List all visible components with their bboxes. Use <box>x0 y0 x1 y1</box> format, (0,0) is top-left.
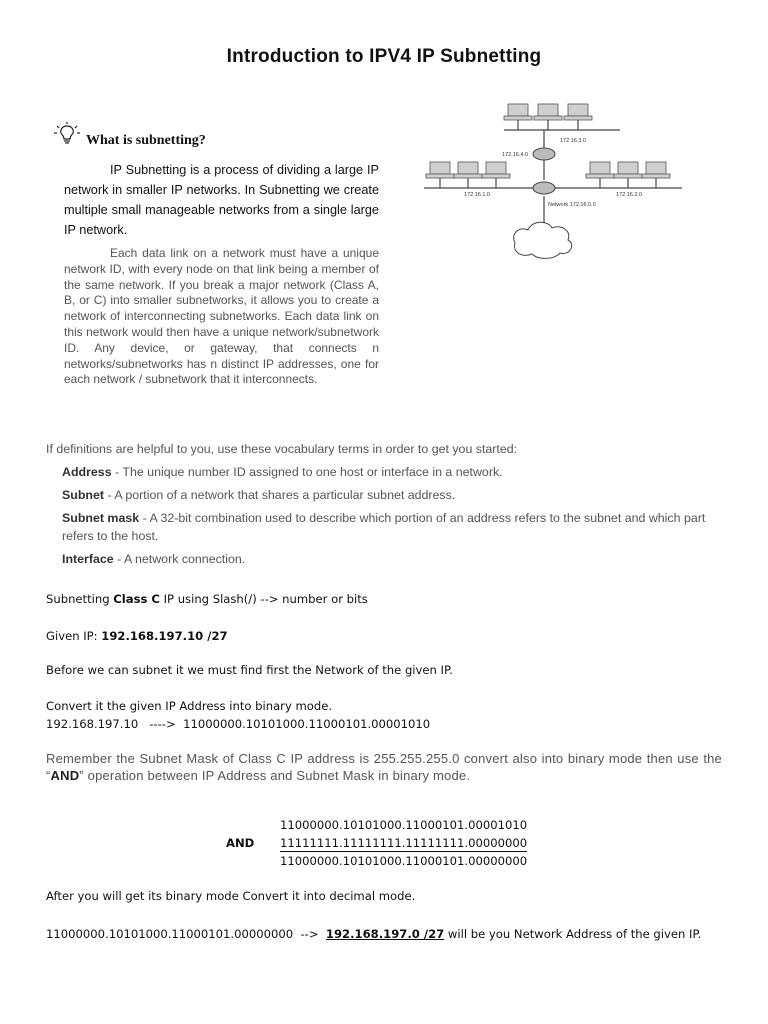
slash-line-pre: Subnetting <box>46 592 114 606</box>
vocab-term: Interface <box>62 552 114 566</box>
section-heading: What is subnetting? <box>86 133 206 148</box>
subnet-label: 172.16.2.0 <box>616 192 642 198</box>
subnet-label: 172.16.3.0 <box>560 138 586 144</box>
vocab-item <box>62 463 722 481</box>
binary-row-mask: 11111111.11111111.11111111.00000000 <box>280 836 528 850</box>
subnet-label: 172.16.4.0 <box>502 152 528 158</box>
remember-pre: Remember the Subnet Mask of Class C IP address is 255.255.255.0 convert also into binary mode then use the “ <box>46 751 722 783</box>
result-post: will be you Network Address of the given IP. <box>444 927 702 941</box>
after-line: After you will get its binary mode Convert it into decimal mode. <box>46 889 416 903</box>
slash-line <box>46 592 368 606</box>
vocab-term: Subnet <box>62 488 104 502</box>
vocab-def: - A portion of a network that shares a particular subnet address. <box>104 488 456 502</box>
vocab-def: - A network connection. <box>113 552 246 566</box>
convert-line: 192.168.197.10 ----> 11000000.10101000.11000101.00001010 <box>46 717 431 731</box>
network-address: 192.168.197.0 /27 <box>325 927 445 941</box>
given-ip-label: Given IP: <box>46 629 102 643</box>
vocab-item <box>62 550 722 568</box>
vocab-intro: If definitions are helpful to you, use these vocabulary terms in order to get you started: <box>46 442 518 456</box>
binary-row-ip: 11000000.10101000.11000101.00001010 <box>280 818 528 832</box>
before-line: Before we can subnet it we must find first the Network of the given IP. <box>46 663 453 677</box>
subnet-label: Network 172.16.0.0 <box>548 202 596 208</box>
vocab-term: Address <box>62 465 112 479</box>
network-diagram <box>420 98 720 273</box>
given-ip-line <box>46 629 228 643</box>
convert-heading: Convert it the given IP Address into binary mode. <box>46 699 333 713</box>
detail-paragraph: Each data link on a network must have a unique network ID, with every node on that link being a member of the same network. If you break a major network (Class A, B, or C) into smaller subnetworks, it allows you to create a network of interconnecting subnetworks. Each data link on this network would then have a unique network/subnetwork ID. Any device, or gateway, that connects n networks/subnetworks has n distinct IP addresses, one for each network / subnetwork that it interconnects. <box>64 246 379 387</box>
intro-paragraph: IP Subnetting is a process of dividing a large IP network in smaller IP networks. In Subnetting we create multiple small manageable networks from a single large IP network. <box>64 163 379 237</box>
vocab-def: - The unique number ID assigned to one host or interface in a network. <box>111 465 503 479</box>
vocab-item <box>62 509 722 545</box>
vocab-term: Subnet mask <box>62 511 140 525</box>
page-title: Introduction to IPV4 IP Subnetting <box>226 46 542 67</box>
remember-post: ” operation between IP Address and Subnet Mask in binary mode. <box>79 768 471 783</box>
slash-line-post: IP using Slash(/) --> number or bits <box>159 592 368 606</box>
slash-line-class: Class C <box>113 592 160 606</box>
remember-and: AND <box>50 768 80 783</box>
and-label: AND <box>226 836 255 850</box>
result-line <box>46 925 722 943</box>
lightbulb-icon <box>52 122 82 153</box>
given-ip-value: 192.168.197.10 /27 <box>101 629 228 643</box>
result-pre: 11000000.10101000.11000101.00000000 --> <box>46 927 326 941</box>
vocab-def: - A 32-bit combination used to describe which portion of an address refers to the subnet and which part refers to the host. <box>62 511 706 543</box>
subnet-label: 172.16.1.0 <box>464 192 490 198</box>
binary-row-result: 11000000.10101000.11000101.00000000 <box>280 854 528 868</box>
remember-paragraph <box>46 750 722 784</box>
vocab-item <box>62 486 722 504</box>
